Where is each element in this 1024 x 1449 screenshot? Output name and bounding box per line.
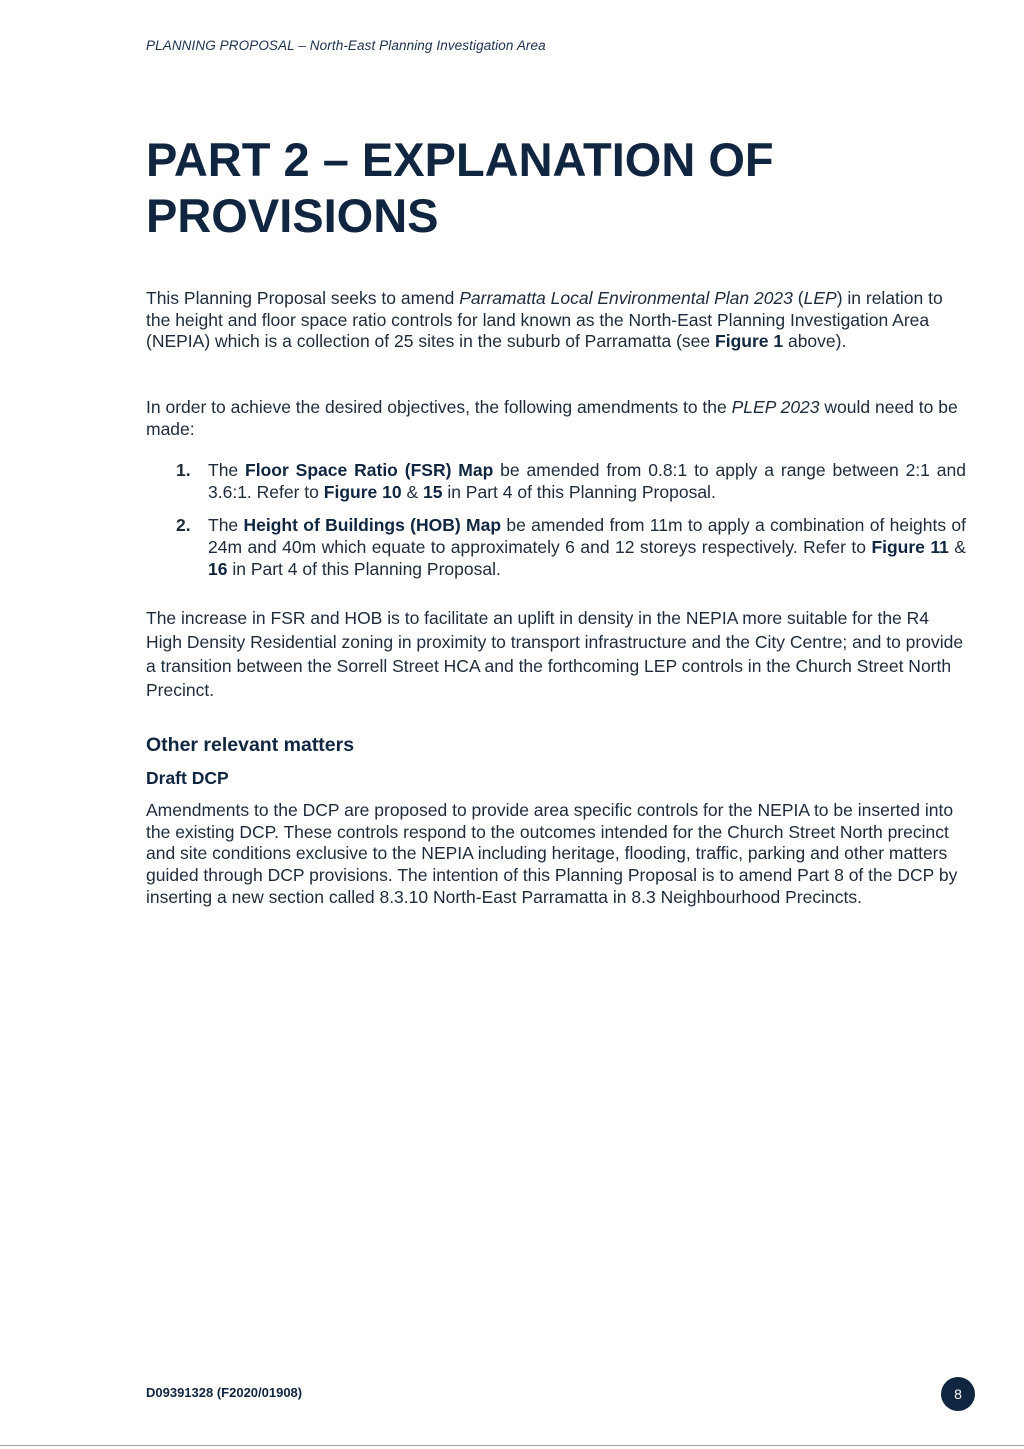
page-title-line-2: PROVISIONS [146,189,439,242]
page-title-line-1: PART 2 – EXPLANATION OF [146,133,774,186]
map-name: Height of Buildings (HOB) Map [243,515,502,536]
other-matters-heading: Other relevant matters [146,734,355,756]
figure-reference: 16 [208,558,228,579]
text-run: The [208,515,244,536]
plan-abbreviation: LEP [803,288,837,308]
list-number: 2. [176,515,191,536]
text-run: & [401,481,423,502]
draft-dcp-heading: Draft DCP [146,768,229,788]
page-title [146,132,966,244]
text-run: In order to achieve the desired objectives, the following amendments to the [146,397,732,417]
text-run: be amended from 11m to apply a combination of heights of 24m and 40m which equate to approximately 6 and 12 storeys respectively. Refer to [208,515,967,558]
objectives-paragraph [146,397,966,440]
figure-reference: Figure 10 [323,481,402,502]
text-run: be amended from 0.8:1 to apply a range between 2:1 and 3.6:1. Refer to [208,460,966,502]
draft-dcp-paragraph: Amendments to the DCP are proposed to provide area specific controls for the NEPIA to be inserted into the existing DCP. These controls respond to the outcomes intended for the Church Street North precinct and site conditions exclusive to the NEPIA including heritage, flooding, traffic, parking and other matters guided through DCP provisions. The intention of this Planning Proposal is to amend Part 8 of the DCP by inserting a new section called 8.3.10 North-East Parramatta in 8.3 Neighbourhood Precincts. [146,800,958,907]
document-reference: D09391328 (F2020/01908) [146,1385,303,1400]
text-run: ( [792,288,804,308]
text-run: This Planning Proposal seeks to amend [146,288,460,308]
text-run: in Part 4 of this Planning Proposal. [227,558,501,579]
figure-reference: Figure 11 [871,537,949,558]
text-run: The [208,460,246,480]
amendment-text [208,460,966,503]
plan-name: PLEP 2023 [731,397,820,417]
figure-reference: 15 [422,481,443,502]
amendment-text [208,515,966,580]
amendment-item-fsr [176,460,966,503]
text-run: would need to be made: [146,397,958,439]
text-run: in Part 4 of this Planning Proposal. [442,481,716,502]
text-run: above). [783,331,847,352]
list-number: 1. [176,460,191,480]
intro-paragraph [146,288,966,353]
page-bottom-divider [0,1445,1024,1446]
text-run: ) in relation to the height and floor space ratio controls for land known as the North-East Planning Investigation Area (NEPIA) which is a collection of 25 sites in the suburb of Parramatta (see [146,288,943,352]
plan-name: Parramatta Local Environmental Plan 2023 [459,288,793,308]
amendments-list [176,460,966,581]
text-run: & [948,537,966,558]
figure-reference: Figure 1 [715,331,784,352]
page-number-badge: 8 [941,1377,975,1411]
increase-paragraph: The increase in FSR and HOB is to facilitate an uplift in density in the NEPIA more suitable for the R4 High Density Residential zoning in proximity to transport infrastructure and the City Centre; and to provide a transition between the Sorrell Street HCA and the forthcoming LEP controls in the Church Street North Precinct. [146,608,964,700]
running-header: PLANNING PROPOSAL – North-East Planning Investigation Area [146,38,546,53]
amendment-item-hob [176,515,966,580]
map-name: Floor Space Ratio (FSR) Map [245,460,494,480]
